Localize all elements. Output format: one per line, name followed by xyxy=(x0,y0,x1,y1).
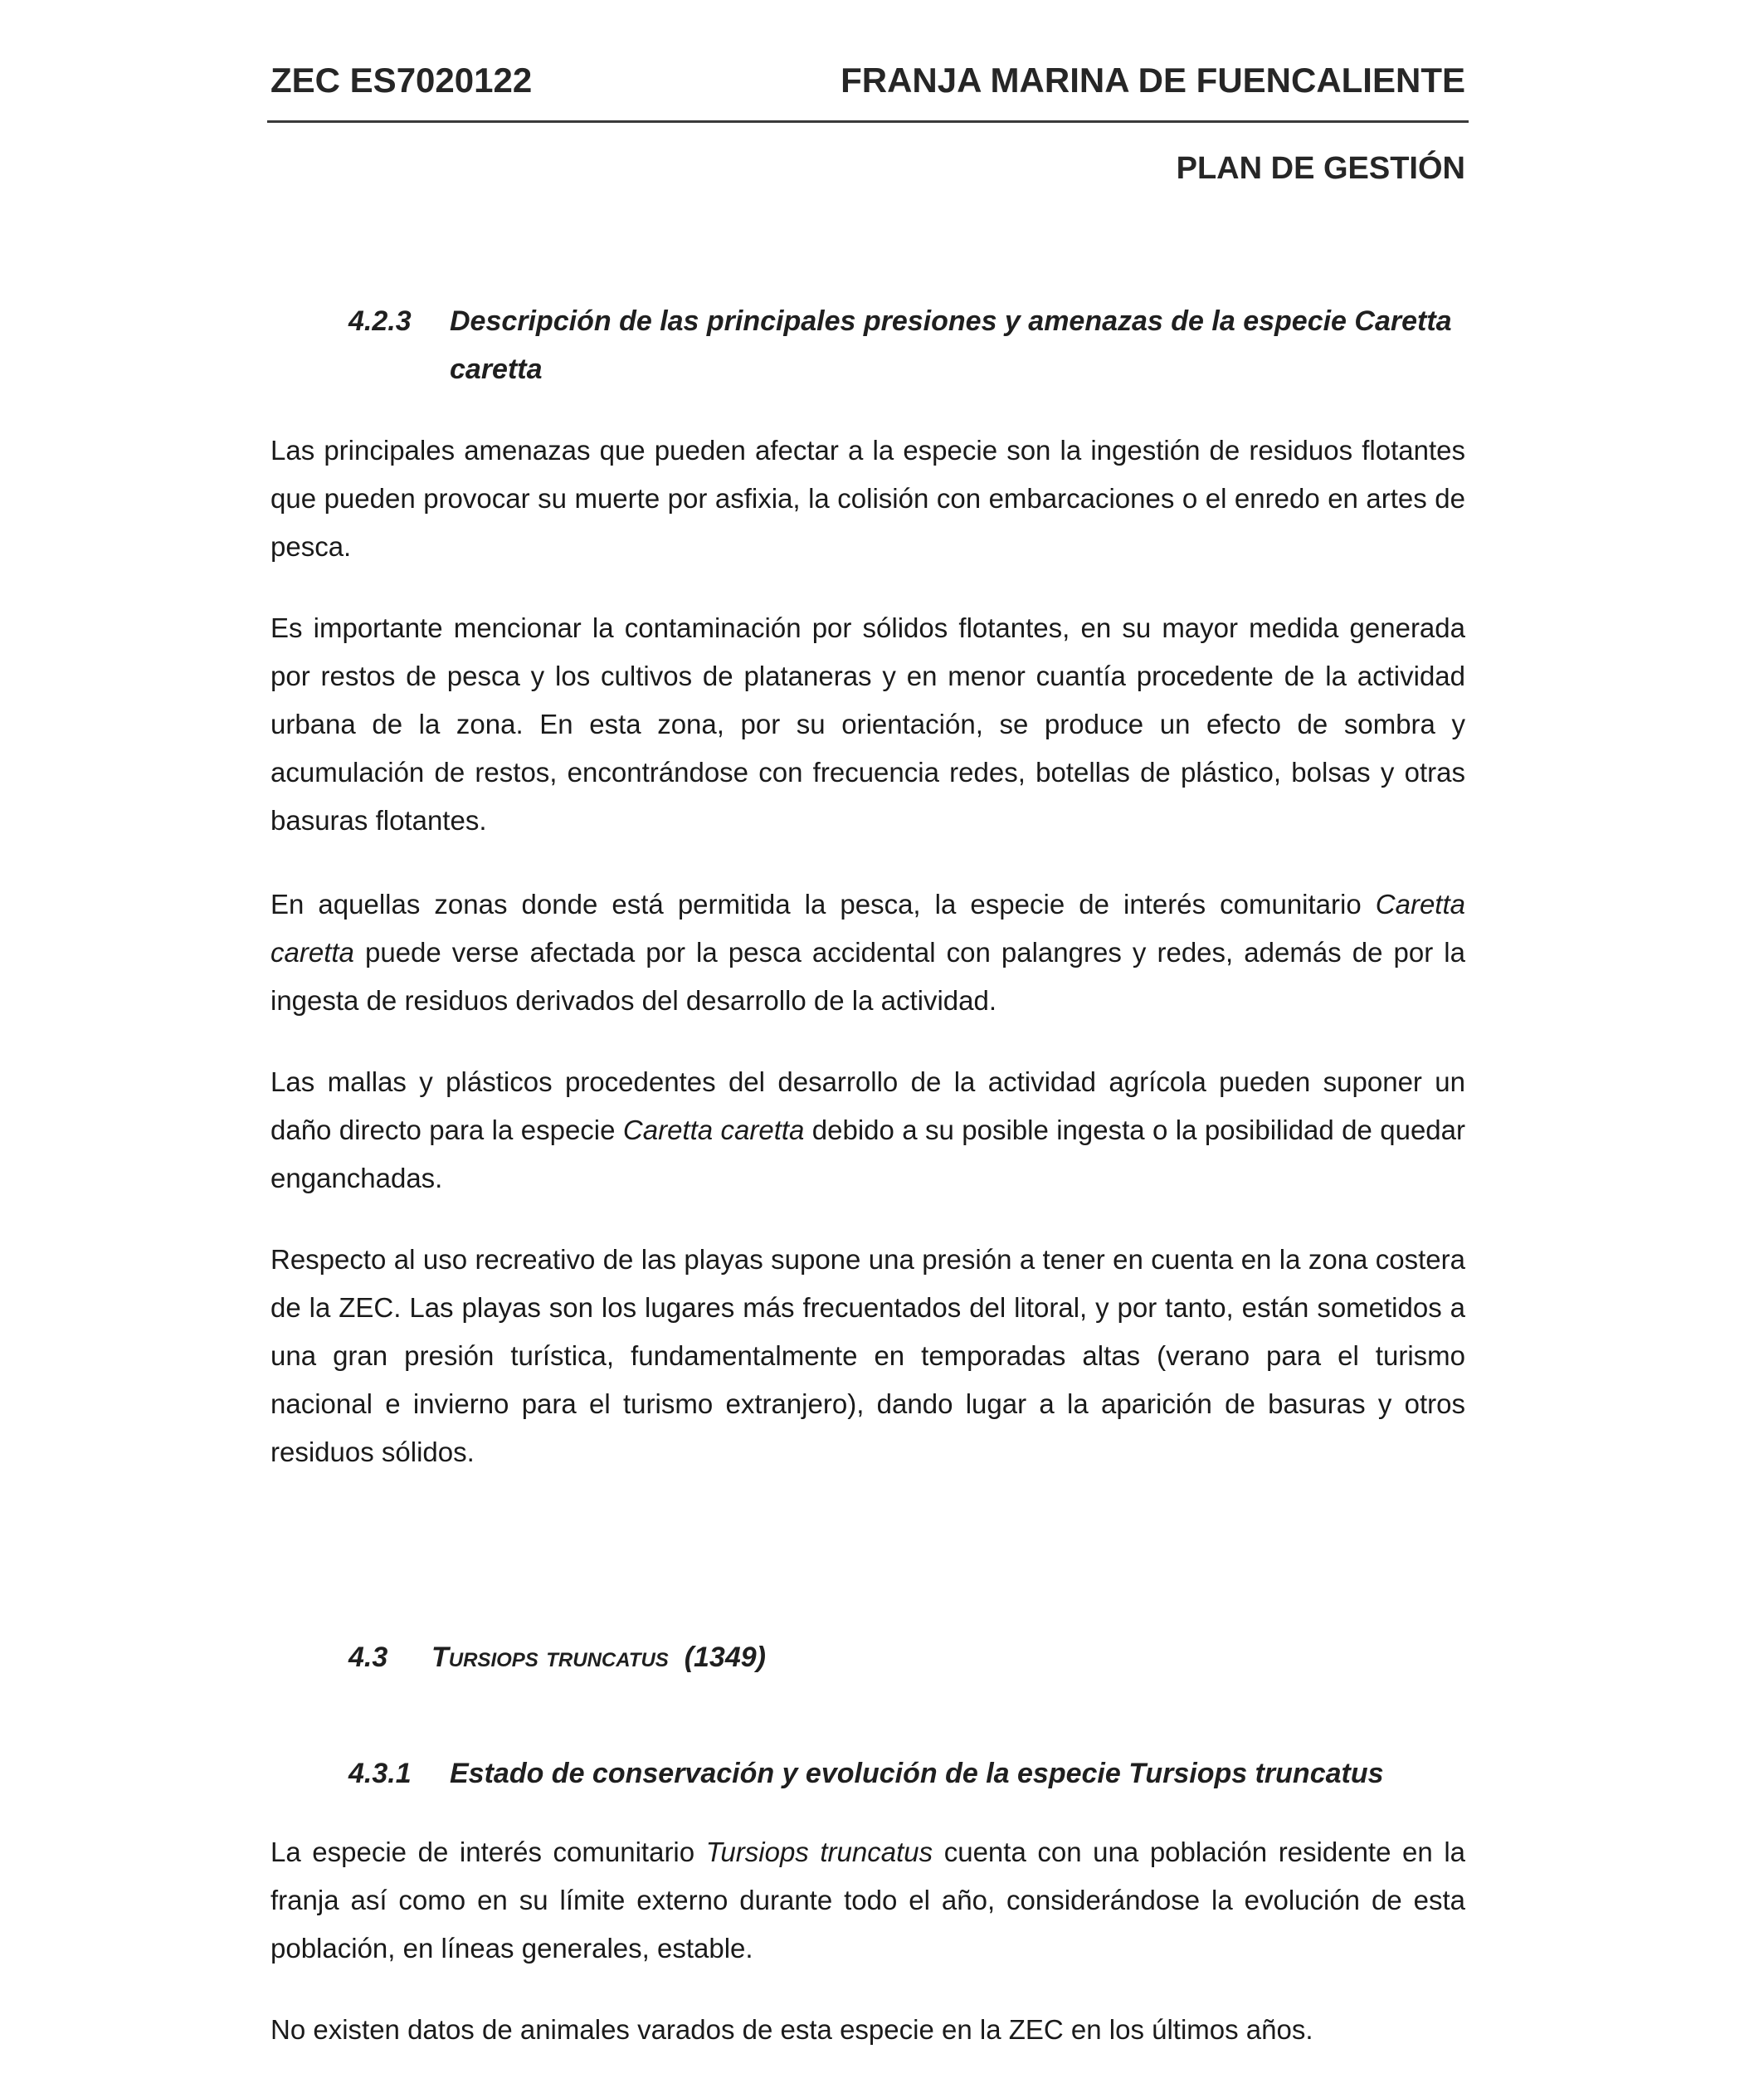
paragraph-text: La especie de interés comunitario xyxy=(270,1837,706,1867)
section-title-group xyxy=(431,1633,1465,1681)
species-name: Caretta caretta xyxy=(622,1115,805,1145)
species-code: (1349) xyxy=(684,1642,766,1673)
paragraph-text: debido a su posible ingesta o la posibilidad de quedar enganchadas. xyxy=(270,1115,1466,1193)
paragraph xyxy=(270,1236,1465,1476)
species-name: Tursiops truncatus xyxy=(705,1837,933,1867)
section-number: 4.2.3 xyxy=(348,305,412,337)
paragraph-text: Es importante mencionar la contaminación por sólidos flotantes, en su mayor medida generada por restos de pesca y los cultivos de plataneras y en menor cuantía procedente de la actividad urbana de la zona. En esta zona, por su orientación, se produce un efecto de sombra y acumulación de restos, encontrándose con frecuencia redes, botellas de plástico, bolsas y otras basuras flotantes. xyxy=(270,612,1465,836)
header-site-code: ZEC ES7020122 xyxy=(270,61,533,100)
paragraph-text: puede verse afectada por la pesca accidental con palangres y redes, además de por la ingesta de residuos derivados del desarrollo de la actividad. xyxy=(270,937,1465,1016)
section-heading-4-3-1 xyxy=(348,1749,1465,1798)
section-title: Estado de conservación y evolución de la especie Tursiops truncatus xyxy=(450,1758,1384,1789)
paragraph xyxy=(270,881,1465,1025)
header-site-name: FRANJA MARINA DE FUENCALIENTE xyxy=(841,61,1465,100)
paragraph xyxy=(270,2006,1465,2054)
section-title: Tursiops truncatus xyxy=(431,1642,669,1673)
paragraph xyxy=(270,1058,1465,1203)
paragraph-text: No existen datos de animales varados de esta especie en la ZEC en los últimos años. xyxy=(270,2014,1313,2045)
header-plan-title: PLAN DE GESTIÓN xyxy=(1176,151,1465,186)
paragraph xyxy=(270,1828,1465,1973)
paragraph-text: cuenta con una población residente en la franja así como en su límite externo durante todo el año, considerándose la evolución de esta población, en líneas generales, estable. xyxy=(270,1837,1466,1964)
paragraph-text: Las mallas y plásticos procedentes del desarrollo de la actividad agrícola pueden suponer un daño directo para la especie xyxy=(270,1066,1465,1145)
paragraph-text: En aquellas zonas donde está permitida la pesca, la especie de interés comunitario xyxy=(270,889,1376,920)
paragraph xyxy=(270,427,1465,571)
paragraph-text: Las principales amenazas que pueden afectar a la especie son la ingestión de residuos flotantes que pueden provocar su muerte por asfixia, la colisión con embarcaciones o el enredo en artes de pesca. xyxy=(270,435,1465,562)
paragraph xyxy=(270,604,1465,845)
section-number: 4.3 xyxy=(348,1642,388,1673)
section-title: Descripción de las principales presiones y amenazas de la especie Caretta caretta xyxy=(450,305,1452,385)
section-heading-4-2-3 xyxy=(348,297,1465,393)
paragraph-text: Respecto al uso recreativo de las playas supone una presión a tener en cuenta en la zona costera de la ZEC. Las playas son los lugares más frecuentados del litoral, y por tanto, están sometidos a una gran presión turística, fundamentalmente en temporadas altas (verano para el turismo nacional e invierno para el turismo extranjero), dando lugar a la aparición de basuras y otros residuos sólidos. xyxy=(270,1244,1465,1467)
header-divider xyxy=(267,120,1469,123)
section-heading-4-3 xyxy=(348,1633,1465,1681)
section-number: 4.3.1 xyxy=(348,1758,412,1789)
page-header xyxy=(270,51,1465,110)
species-name: Caretta caretta xyxy=(270,889,1465,968)
